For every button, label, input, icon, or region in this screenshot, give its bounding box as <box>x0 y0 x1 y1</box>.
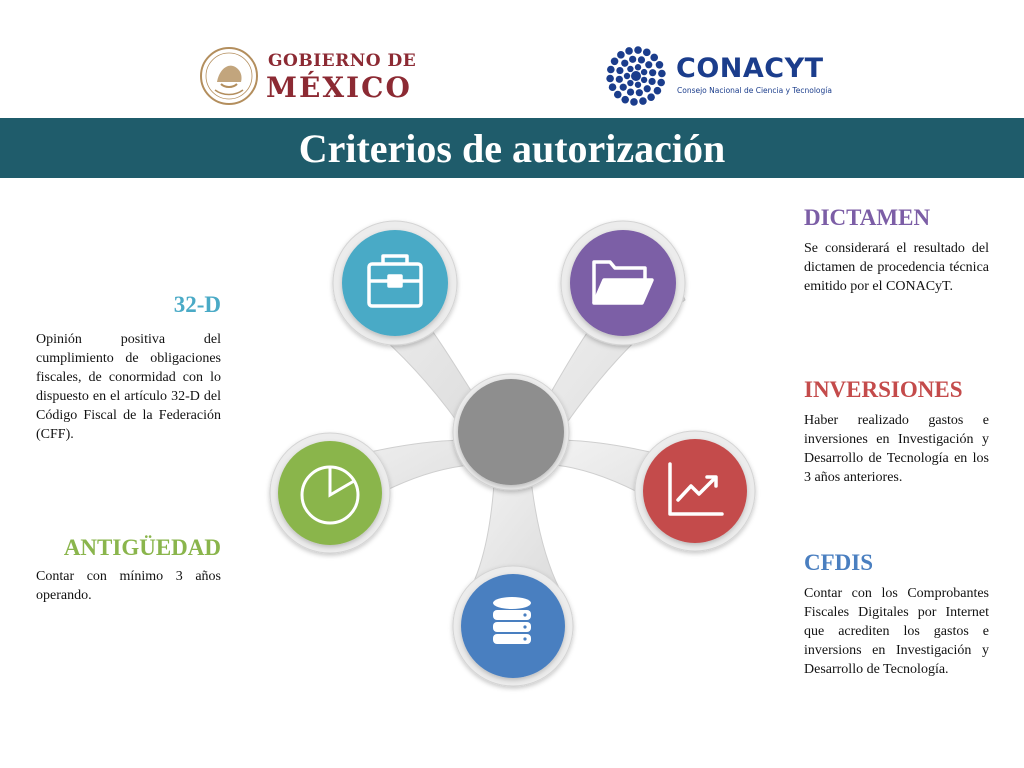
criterion-antiguedad <box>36 535 221 605</box>
criterion-dictamen-heading: DICTAMEN <box>804 205 931 230</box>
criterion-inversiones-heading: INVERSIONES <box>804 377 963 402</box>
gobierno-line1: GOBIERNO DE <box>268 51 417 71</box>
criterion-cfdis <box>804 550 989 679</box>
criterion-inversiones <box>804 377 989 487</box>
node-antiguedad <box>278 441 382 545</box>
node-cfdis <box>461 574 565 678</box>
criterion-dictamen-text: Se considerará el resultado del dictamen de procedencia técnica emitido por el CONACyT. <box>804 241 989 294</box>
node-dictamen <box>570 230 676 336</box>
criterion-32d <box>36 292 221 444</box>
gobierno-line2: MÉXICO <box>266 71 412 104</box>
criterion-cfdis-text: Contar con los Comprobantes Fiscales Digitales por Internet que acrediten los gastos e inversions en Investigación y Desarrollo de Tecnología. <box>804 586 989 677</box>
page-title: Criterios de autorización <box>298 125 726 171</box>
conacyt-name: CONACYT <box>676 53 824 84</box>
criterion-inversiones-text: Haber realizado gastos e inversiones en Investigación y Desarrollo de Tecnología en los 3 años anteriores. <box>804 413 989 485</box>
node-32d <box>342 230 448 336</box>
criterion-dictamen <box>804 205 989 296</box>
center-hub <box>458 379 564 485</box>
criterion-32d-text: Opinión positiva del cumplimiento de obligaciones fiscales, de conormidad con lo dispuesto en el artículo 32-D del Código Fiscal de la Federación (CFF). <box>36 332 221 442</box>
criterion-antiguedad-text: Contar con mínimo 3 años operando. <box>36 569 221 603</box>
criterion-antiguedad-heading: ANTIGÜEDAD <box>63 535 221 560</box>
criterion-32d-heading: 32-D <box>173 292 221 317</box>
criterion-cfdis-heading: CFDIS <box>804 550 874 575</box>
conacyt-subtitle: Consejo Nacional de Ciencia y Tecnología <box>677 86 832 95</box>
node-inversiones <box>643 439 747 543</box>
